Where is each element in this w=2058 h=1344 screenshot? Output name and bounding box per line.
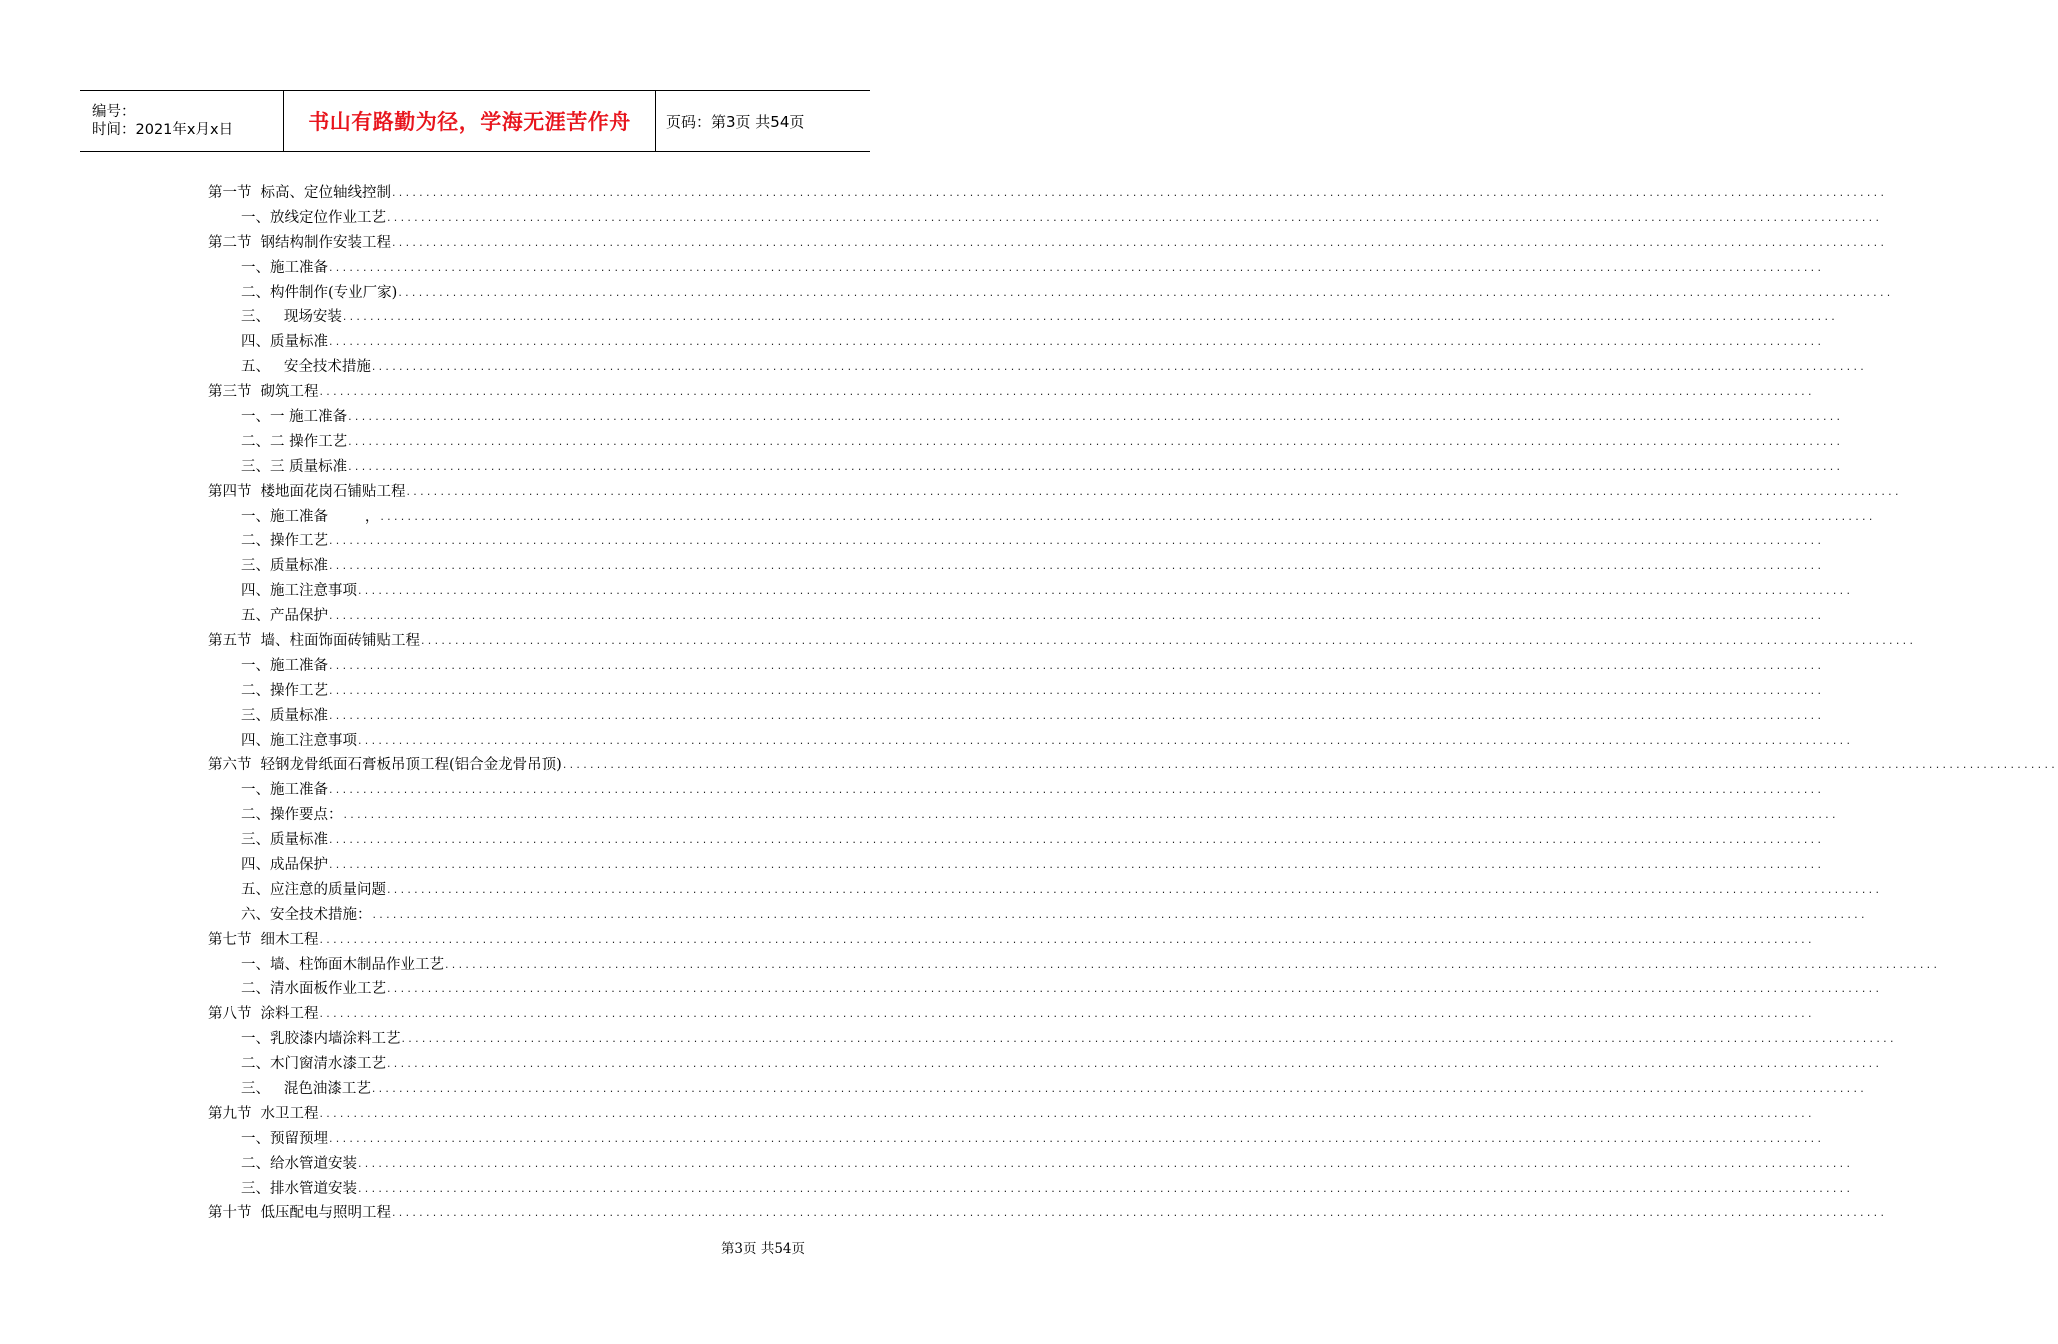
toc-title: 墙、柱饰面木制品作业工艺	[270, 956, 444, 973]
dot-leader: ............................................................................................................................................................................................................................	[445, 957, 1941, 971]
toc-number: 第三节	[208, 384, 252, 401]
dot-leader: ............................................................................................................................................................................................................................	[392, 185, 1888, 199]
toc-title: 构件制作(专业厂家)	[270, 284, 398, 301]
toc-number: 二、	[241, 981, 270, 998]
toc-number: 第八节	[208, 1006, 252, 1023]
toc-number: 三、	[241, 1081, 270, 1097]
toc-item-row	[208, 453, 1844, 478]
toc-title: 楼地面花岗石铺贴工程	[260, 483, 406, 500]
toc-item-row	[208, 303, 1839, 328]
toc-item-row	[208, 702, 1825, 727]
toc-item-row	[208, 254, 1825, 279]
toc-number: 第五节	[208, 632, 252, 649]
toc-item-row	[208, 353, 1868, 378]
toc-title: 应注意的质量问题	[270, 881, 386, 898]
toc-item-row	[208, 851, 1825, 876]
toc-number: 一、	[241, 657, 270, 674]
dot-leader: ............................................................................................................................................................................................................................	[329, 658, 1825, 672]
toc-item-row	[208, 552, 1825, 577]
toc-number: 二、	[241, 284, 270, 301]
toc-section-row	[208, 1100, 1815, 1125]
toc-number: 四、	[241, 856, 270, 873]
toc-number: 第十节	[208, 1205, 252, 1222]
toc-title: 涂料工程	[260, 1006, 319, 1023]
dot-leader: ............................................................................................................................................................................................................................	[329, 534, 1825, 548]
toc-title: 放线定位作业工艺	[270, 209, 386, 226]
toc-title: 砌筑工程	[260, 384, 319, 401]
toc-title: 排水管道安装	[270, 1180, 357, 1197]
header-page-code-cell	[656, 91, 870, 151]
toc-item-row	[208, 328, 1825, 353]
toc-title: 钢结构制作安装工程	[260, 234, 391, 251]
page-header	[80, 90, 870, 152]
toc-number: 二、	[241, 807, 270, 824]
dot-leader: ............................................................................................................................................................................................................................	[319, 932, 1815, 946]
dot-leader: ............................................................................................................................................................................................................................	[371, 1082, 1868, 1095]
dot-leader: ............................................................................................................................................................................................................................	[387, 882, 1883, 896]
toc-title: 预留预埋	[270, 1130, 328, 1147]
toc-number: 二、	[241, 682, 270, 699]
toc-number: 一、	[241, 782, 270, 799]
toc-title: 水卫工程	[260, 1105, 319, 1122]
dot-leader: ............................................................................................................................................................................................................................	[343, 808, 1839, 822]
toc-title: 轻钢龙骨纸面石膏板吊顶工程(铝合金龙骨吊顶)	[260, 757, 562, 774]
toc-item-row	[208, 677, 1825, 702]
toc-title: 成品保护	[270, 856, 328, 873]
toc-title: 木门窗清水漆工艺	[270, 1056, 386, 1073]
toc-number: 三、	[241, 309, 270, 326]
toc-title: 标高、定位轴线控制	[260, 184, 391, 201]
toc-item-row	[208, 1125, 1825, 1150]
toc-title: 安全技术措施：	[270, 906, 372, 923]
toc-item-row	[208, 1050, 1883, 1075]
toc-title: 施工准备	[270, 259, 328, 276]
toc-number: 四、	[241, 583, 270, 600]
toc-number: 一、	[241, 259, 270, 276]
toc-item-row	[208, 826, 1825, 851]
toc-section-row	[208, 1200, 1888, 1225]
toc-item-row	[208, 204, 1883, 229]
toc-number: 五、	[241, 881, 270, 898]
toc-item-row	[208, 652, 1825, 677]
dot-leader: ............................................................................................................................................................................................................................	[348, 409, 1844, 423]
toc-title: 给水管道安装	[270, 1155, 357, 1172]
toc-title: 墙、柱面饰面砖铺贴工程	[260, 632, 420, 649]
toc-number: 四、	[241, 334, 270, 351]
toc-section-row	[208, 751, 2058, 776]
toc-section-row	[208, 1000, 1815, 1025]
dot-leader: ............................................................................................................................................................................................................................	[392, 235, 1888, 249]
dot-leader: ............................................................................................................................................................................................................................	[319, 385, 1815, 399]
date-label: 时间：2021年x月x日	[92, 122, 234, 138]
table-of-contents	[208, 179, 2058, 1224]
dot-leader: ............................................................................................................................................................................................................................	[358, 1181, 1854, 1195]
toc-title: 二 操作工艺	[270, 433, 348, 450]
toc-title: 操作要点：	[270, 807, 343, 824]
dot-leader: ............................................................................................................................................................................................................................	[406, 484, 1902, 498]
dot-leader: ............................................................................................................................................................................................................................	[398, 285, 1894, 299]
toc-item-row	[208, 602, 1825, 627]
toc-item-row	[208, 503, 1876, 528]
toc-title: 施工注意事项	[270, 583, 357, 600]
dot-leader: ............................................................................................................................................................................................................................	[392, 1206, 1888, 1220]
toc-number: 第七节	[208, 931, 252, 948]
dot-leader: ............................................................................................................................................................................................................................	[329, 833, 1825, 847]
toc-title: 施工注意事项	[270, 732, 357, 749]
toc-number: 五、	[241, 359, 270, 376]
toc-item-row	[208, 279, 1894, 304]
dot-leader: ............................................................................................................................................................................................................................	[380, 509, 1876, 523]
toc-item-row	[208, 901, 1868, 926]
dot-leader: ............................................................................................................................................................................................................................	[319, 1007, 1815, 1021]
toc-section-row	[208, 179, 1888, 204]
toc-item-row	[208, 1175, 1854, 1200]
dot-leader: ............................................................................................................................................................................................................................	[329, 683, 1825, 697]
dot-leader: ............................................................................................................................................................................................................................	[358, 584, 1854, 598]
toc-item-row	[208, 1075, 1868, 1100]
toc-item-row	[208, 577, 1854, 602]
toc-title: 现场安装	[270, 309, 342, 326]
dot-leader: ............................................................................................................................................................................................................................	[562, 758, 2058, 772]
page-code: 页码：第3页 共54页	[666, 112, 805, 131]
toc-number: 一、	[241, 408, 270, 425]
serial-label: 编号：	[92, 104, 136, 120]
toc-item-row	[208, 801, 1839, 826]
header-motto-cell	[283, 91, 656, 151]
toc-number: 二、	[241, 433, 270, 450]
toc-number: 二、	[241, 533, 270, 550]
toc-section-row	[208, 627, 1917, 652]
dot-leader: ............................................................................................................................................................................................................................	[319, 1106, 1815, 1120]
dot-leader: ............................................................................................................................................................................................................................	[387, 210, 1883, 224]
dot-leader: ............................................................................................................................................................................................................................	[401, 1032, 1897, 1046]
dot-leader: ............................................................................................................................................................................................................................	[329, 335, 1825, 349]
toc-item-row	[208, 776, 1825, 801]
toc-number: 三、	[241, 707, 270, 724]
toc-title: 清水面板作业工艺	[270, 981, 386, 998]
toc-title: 施工准备	[270, 657, 328, 674]
toc-number: 二、	[241, 1155, 270, 1172]
toc-number: 第九节	[208, 1105, 252, 1122]
toc-number: 第六节	[208, 757, 252, 774]
dot-leader: ............................................................................................................................................................................................................................	[358, 733, 1854, 747]
toc-number: 三、	[241, 832, 270, 849]
toc-item-row	[208, 527, 1825, 552]
toc-title: 质量标准	[270, 832, 328, 849]
dot-leader: ............................................................................................................................................................................................................................	[329, 708, 1825, 722]
dot-leader: ............................................................................................................................................................................................................................	[348, 434, 1844, 448]
toc-number: 第二节	[208, 234, 252, 251]
toc-item-row	[208, 876, 1883, 901]
dot-leader: ............................................................................................................................................................................................................................	[358, 1156, 1854, 1170]
toc-item-row	[208, 976, 1883, 1001]
dot-leader: ............................................................................................................................................................................................................................	[329, 609, 1825, 623]
toc-number: 四、	[241, 732, 270, 749]
toc-number: 三、	[241, 1180, 270, 1197]
toc-number: 一、	[241, 209, 270, 226]
dot-leader: ............................................................................................................................................................................................................................	[387, 982, 1883, 996]
dot-leader: ............................................................................................................................................................................................................................	[371, 360, 1868, 374]
toc-title: 低压配电与照明工程	[260, 1205, 391, 1222]
toc-section-row	[208, 926, 1815, 951]
toc-item-row	[208, 1150, 1854, 1175]
toc-title: 混色油漆工艺	[270, 1081, 371, 1097]
dot-leader: ............................................................................................................................................................................................................................	[348, 459, 1844, 473]
toc-number: 三、	[241, 458, 270, 475]
dot-leader: ............................................................................................................................................................................................................................	[342, 310, 1839, 324]
dot-leader: ............................................................................................................................................................................................................................	[329, 1131, 1825, 1145]
toc-title: 质量标准	[270, 707, 328, 724]
toc-item-row	[208, 1025, 1897, 1050]
toc-title: 细木工程	[260, 931, 319, 948]
toc-title: 施工准备	[270, 782, 328, 799]
toc-title: 施工准备 ，	[270, 508, 380, 525]
toc-title: 三 质量标准	[270, 458, 348, 475]
toc-item-row	[208, 403, 1844, 428]
toc-title: 操作工艺	[270, 533, 328, 550]
toc-section-row	[208, 478, 1902, 503]
dot-leader: ............................................................................................................................................................................................................................	[421, 633, 1917, 647]
dot-leader: ............................................................................................................................................................................................................................	[372, 907, 1868, 921]
toc-section-row	[208, 229, 1888, 254]
toc-title: 一 施工准备	[270, 408, 348, 425]
toc-section-row	[208, 378, 1815, 403]
toc-number: 一、	[241, 1031, 270, 1048]
toc-title: 安全技术措施	[270, 359, 371, 376]
toc-item-row	[208, 727, 1854, 752]
dot-leader: ............................................................................................................................................................................................................................	[329, 559, 1825, 573]
toc-number: 一、	[241, 956, 270, 973]
toc-number: 一、	[241, 508, 270, 525]
toc-title: 产品保护	[270, 608, 328, 625]
toc-number: 五、	[241, 608, 270, 625]
toc-item-row	[208, 428, 1844, 453]
header-meta	[80, 91, 283, 151]
toc-title: 乳胶漆内墙涂料工艺	[270, 1031, 401, 1048]
toc-number: 六、	[241, 906, 270, 923]
dot-leader: ............................................................................................................................................................................................................................	[329, 857, 1825, 871]
motto-text: 书山有路勤为径，学海无涯苦作舟	[308, 110, 631, 134]
toc-number: 第一节	[208, 184, 252, 201]
toc-title: 质量标准	[270, 558, 328, 575]
toc-title: 操作工艺	[270, 682, 328, 699]
toc-number: 三、	[241, 558, 270, 575]
dot-leader: ............................................................................................................................................................................................................................	[329, 783, 1825, 797]
dot-leader: ............................................................................................................................................................................................................................	[387, 1057, 1883, 1071]
toc-number: 第四节	[208, 483, 252, 500]
toc-number: 二、	[241, 1056, 270, 1073]
dot-leader: ............................................................................................................................................................................................................................	[329, 260, 1825, 274]
toc-title: 质量标准	[270, 334, 328, 351]
toc-number: 一、	[241, 1130, 270, 1147]
toc-item-row	[208, 951, 1941, 976]
page-footer: 第3页 共54页	[720, 1241, 805, 1257]
